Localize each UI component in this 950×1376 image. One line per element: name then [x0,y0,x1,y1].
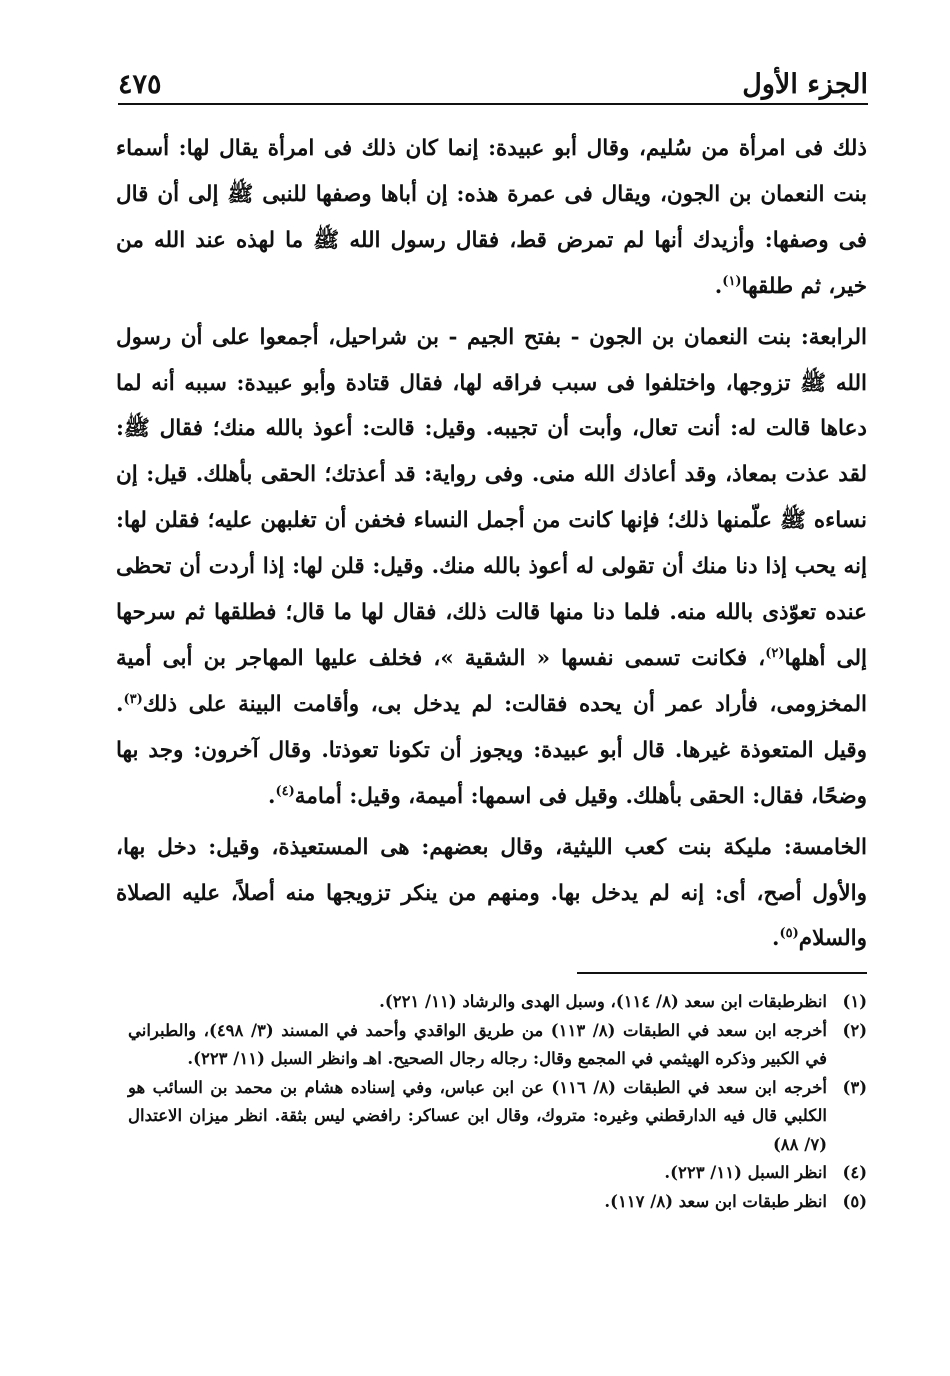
footnote-number: (٣) [842,1077,867,1097]
paragraph: ذلك فى امرأة من سُليم، وقال أبو عبيدة: إنما كان ذلك فى امرأة يقال لها: أسماء بنت النعمان بن الجون، ويقال فى عمرة هذه: إن أباها وصفها للنبى ﷺ إلى أن قال فى وصفها: وأزيدك أنها لم تمرض قط، فقال رسول الله ﷺ ما لهذه عند الله من خير، ثم طلقها$^{(١)}$. [116,136,867,299]
footnote-text: أخرجه ابن سعد في الطبقات (٨/ ١١٦) عن ابن عباس، وفي إسناده هشام بن محمد بن السائب هو الكلبي قال فيه الدارقطني وغيره: متروك، وقال ابن عساكر: رافضي ليس بثقة. انظر ميزان الاعتدال (٧/ ٨٨) [128,1077,827,1154]
footnote-number: (٢) [842,1020,867,1040]
footnote-number: (٥) [842,1191,867,1211]
footnote-text: أخرجه ابن سعد في الطبقات (٨/ ١١٣) من طريق الواقدي وأحمد في المسند (٣/ ٤٩٨)، والطبراني في الكبير وذكره الهيثمي في المجمع وقال: رجاله رجال الصحيح. اهـ وانظر السبل (١١/ ٢٢٣). [128,1020,827,1068]
footnote-text: انظر السبل (١١/ ٢٢٣). [664,1163,827,1182]
footnote-text: انظرطبقات ابن سعد (٨/ ١١٤)، وسبل الهدى والرشاد (١١/ ٢٢١). [379,992,827,1011]
paragraph: الخامسة: مليكة بنت كعب الليثية، وقال بعضهم: هى المستعيذة، وقيل: دخل بها، والأول أصح، أى: إنه لم يدخل بها. ومنهم من ينكر تزويجها منه أصلاً، عليه الصلاة والسلام$^{(٥)}$. [116,834,867,952]
footnote [128,988,867,1017]
footnote [128,1159,867,1188]
footnote [128,1017,867,1074]
main-text [116,126,867,962]
footnote [128,1188,867,1217]
footnote-ref: (٥) [779,926,799,942]
paragraph: الرابعة: بنت النعمان بن الجون - بفتح الجيم - بن شراحيل، أجمعوا على أن رسول الله ﷺ تزوجها، واختلفوا فى سبب فراقه لها، فقال قتادة وأبو عبيدة: سببه أنه لما دعاها قالت له: أنت تعال، وأبت أن تجيبه. وقيل: قالت: أعوذ بالله منك؛ فقال ﷺ: لقد عذت بمعاذ، وقد أعاذك الله منى. وفى رواية: قد أعذتك؛ الحقى بأهلك. قيل: إن نساءه ﷺ علّمنها ذلك؛ فإنها كانت من أجمل النساء فخفن أن تغلبهن عليه؛ فقلن لها: إنه يحب إذا دنا منك أن تقولى له أعوذ بالله منك. وقيل: قلن لها: إذا أردت أن تحظى عنده تعوّذى بالله منه. فلما دنا منها قالت ذلك، فقال لها ما قال؛ فطلقها ثم سرحها إلى أهلها$^{(٢)}$، فكانت تسمى نفسها « الشقية »، فخلف عليها المهاجر بن أبى أمية المخزومى، فأراد عمر أن يحده فقالت: لم يدخل بى، وأقامت البينة على ذلك$^{(٣)}$. وقيل المتعوذة غيرها. قال أبو عبيدة: ويجوز أن تكونا تعوذتا. وقال آخرون: وجد بها وضحًا، فقال: الحقى بأهلك. وقيل فى اسمها: أميمة، وقيل: أمامة$^{(٤)}$. [116,324,867,809]
footnote-ref: (٢) [765,645,785,661]
footnote-text: انظر طبقات ابن سعد (٨/ ١١٧). [604,1191,827,1211]
header-title: الجزء الأول [742,69,868,100]
footnotes [128,988,867,1216]
footnote-separator [577,972,867,974]
footnote [128,1074,867,1160]
running-header [118,56,868,100]
footnote-ref: (١) [722,273,742,289]
footnote-number: (١) [842,992,867,1011]
footnote-number: (٤) [842,1163,867,1182]
page-number: ٤٧٥ [118,69,162,100]
footnote-ref: (٤) [275,783,295,799]
footnote-ref: (٣) [123,691,143,707]
header-rule [118,103,868,105]
